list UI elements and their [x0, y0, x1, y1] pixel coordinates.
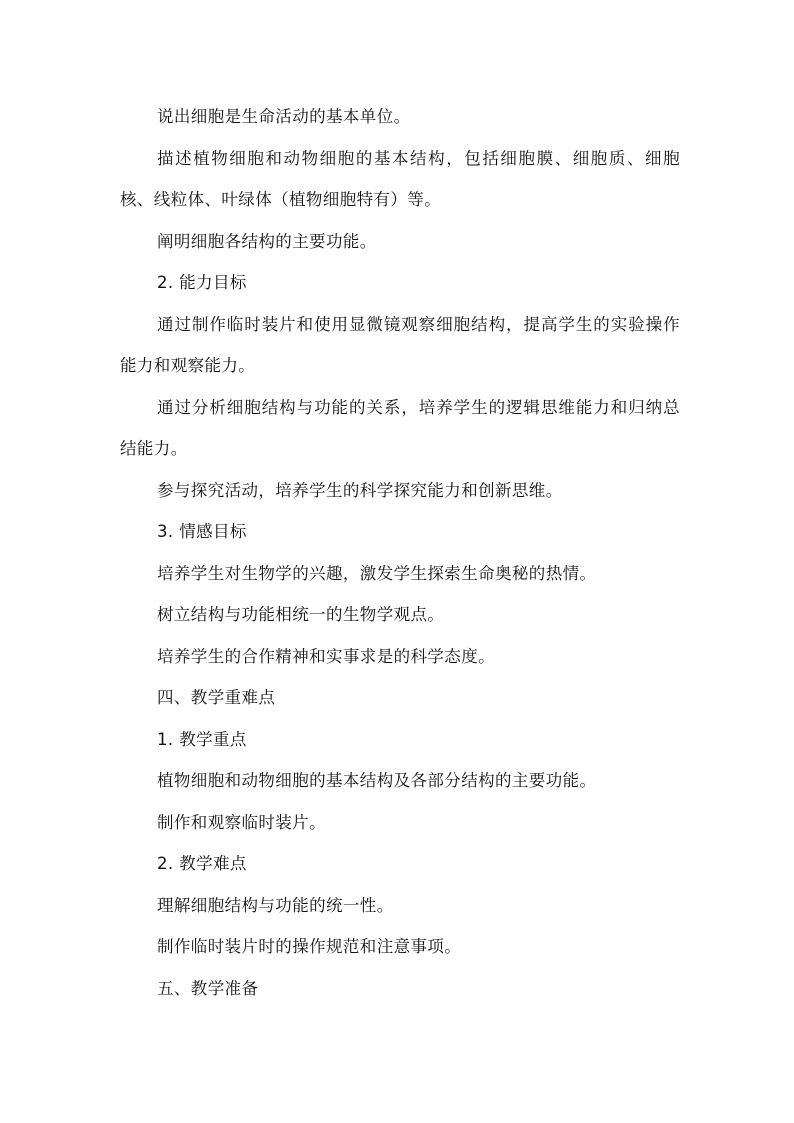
paragraph: 植物细胞和动物细胞的基本结构及各部分结构的主要功能。 [157, 771, 597, 790]
section-heading: 2. 能力目标 [157, 273, 247, 292]
paragraph: 培养学生对生物学的兴趣，激发学生探索生命奥秘的热情。 [157, 563, 597, 583]
paragraph: 通过分析细胞结构与功能的关系，培养学生的逻辑思维能力和归纳总结能力。 [120, 397, 680, 458]
paragraph: 描述植物细胞和动物细胞的基本结构，包括细胞膜、细胞质、细胞核、线粒体、叶绿体（植物细胞特有）等。 [120, 148, 680, 209]
paragraph: 说出细胞是生命活动的基本单位。 [157, 107, 411, 126]
paragraph: 培养学生的合作精神和实事求是的科学态度。 [157, 646, 495, 666]
paragraph: 理解细胞结构与功能的统一性。 [157, 895, 394, 915]
chapter-heading: 五、教学准备 [157, 978, 259, 998]
document-body [120, 96, 680, 1009]
paragraph: 阐明细胞各结构的主要功能。 [157, 231, 377, 251]
paragraph: 树立结构与功能相统一的生物学观点。 [157, 605, 445, 624]
section-heading: 1. 教学重点 [157, 729, 247, 749]
chapter-heading: 四、教学重难点 [157, 688, 276, 707]
paragraph: 制作临时装片时的操作规范和注意事项。 [157, 937, 462, 956]
section-heading: 2. 教学难点 [157, 854, 247, 873]
paragraph: 通过制作临时装片和使用显微镜观察细胞结构，提高学生的实验操作能力和观察能力。 [120, 314, 680, 375]
section-heading: 3. 情感目标 [157, 522, 247, 541]
paragraph: 参与探究活动，培养学生的科学探究能力和创新思维。 [157, 480, 563, 500]
paragraph: 制作和观察临时装片。 [157, 812, 326, 832]
